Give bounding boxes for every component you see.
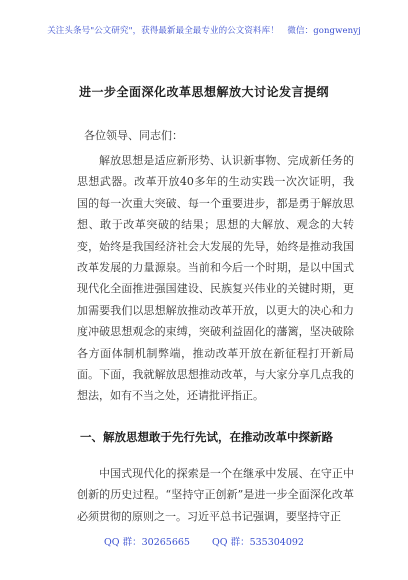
footer-qq-group-2: QQ 群：535304092: [211, 537, 304, 548]
footer-qq-group-1: QQ 群：30265665: [104, 537, 190, 548]
footer-contact: [0, 534, 408, 548]
header-promo-note: 关注头条号"公文研究"，获得最新最全最专业的公文资料库！ 微信：gongwenyj: [47, 26, 361, 36]
body-paragraph: 中国式现代化的探索是一个在继承中发展、在守正中创新的历史过程。“坚持守正创新”是进一步全面深化改革必须贯彻的原则之一。习近平总书记强调，要坚持守正: [77, 467, 354, 523]
document-title: 进一步全面深化改革思想解放大讨论发言提纲: [78, 85, 329, 99]
body-paragraph: 解放思想是适应新形势、认识新事物、完成新任务的思想武器。改革开放40多年的生动实践一次次证明，我国的每一次重大突破、每一个重要进步，都是勇于解放思想、敢于改革突破的结果；思想的大解放、观念的大转变，始终是我国经济社会大发展的先导，始终是推动我国改革发展的力量源泉。当前和今后一个时期，是以中国式现代化全面推进强国建设、民族复兴伟业的关键时期，更加需要我们以思想解放推动改革开放，以更大的决心和力度冲破思想观念的束缚，突破利益固化的藩篱，坚决破除各方面体制机制弊端，推动改革开放在新征程打开新局面。下面，我就解放思想推动改革，与大家分享几点我的想法，如有不当之处，还请批评指正。: [77, 154, 354, 403]
salutation: 各位领导、同志们：: [84, 129, 183, 142]
section-heading: 一、解放思想敢于先行先试，在推动改革中探新路: [80, 430, 333, 444]
